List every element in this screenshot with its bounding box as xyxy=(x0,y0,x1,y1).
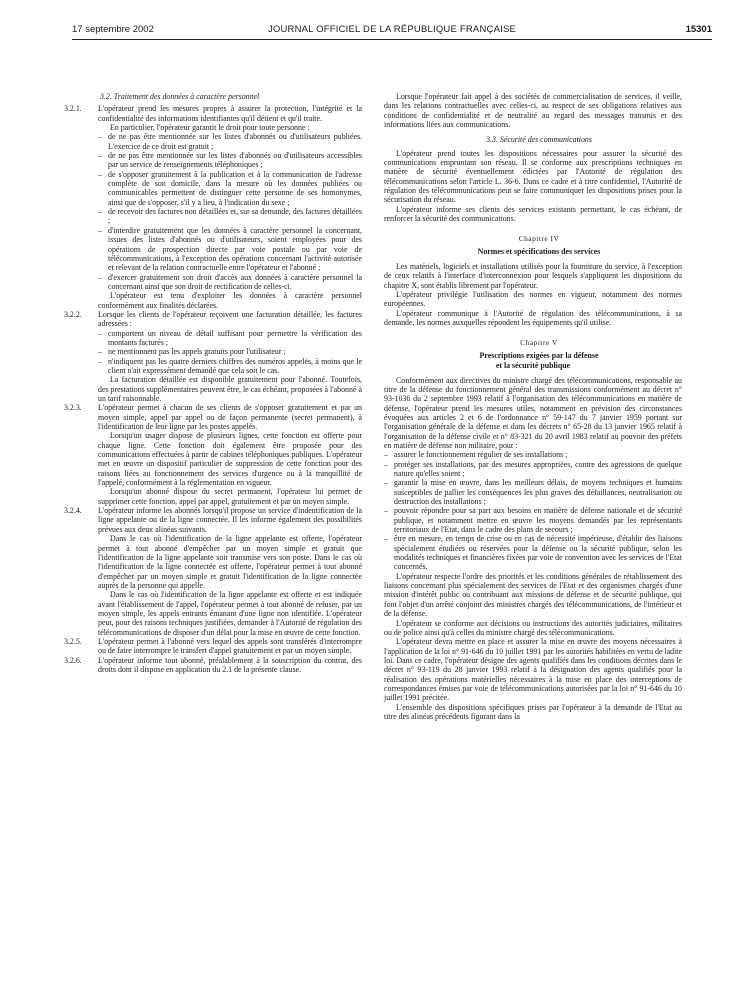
clause-number: 3.2.6. xyxy=(64,655,82,665)
paragraph: L'opérateur devra mettre en place et assurer la mise en œuvre des moyens nécessaires à l'application de la loi n° 91-646 du 10 juillet 1991 par les autorités habilitées en vertu de ladite loi. Dans ce cadre, l'opérateur désigne des agents qualifiés dans les conditions décrites dans le décret n° 93-119 du 28 janvier 1993 relatif à la désignation des agents qualifiés pour la réalisation des opérations matérielles nécessaires à la mise en place des interceptions de correspondances émises par voie de télécommunications autorisées par la loi n° 91-646 du 10 juillet 1991 précitée. xyxy=(384,637,682,703)
list-item: – d'interdire gratuitement que les données à caractère personnel la concernant, issues des listes d'abonnés ou d'utilisateurs, soient employées pour des opérations de prospection directe par voie postale ou par voie de télécommunications, à l'exception des opérations concernant l'activité autorisée et relevant de la relation contractuelle entre l'opérateur et l'abonné ; xyxy=(98,226,362,273)
defense-list xyxy=(384,450,682,571)
left-column xyxy=(64,92,362,674)
clause-3-2-3 xyxy=(64,403,362,431)
clause-3-2-1 xyxy=(64,104,362,123)
clause-3-2-5 xyxy=(64,637,362,656)
page-number: 15301 xyxy=(685,24,712,35)
rights-list xyxy=(98,132,362,291)
chapter-4-label: Chapitre IV xyxy=(518,234,560,244)
clause-3-2-4-body xyxy=(64,534,362,637)
paragraph: En particulier, l'opérateur garantit le droit pour toute personne : xyxy=(110,123,310,133)
paragraph: L'opérateur informe ses clients des services existants permettant, le cas échéant, de renforcer la sécurité des communications. xyxy=(384,204,682,224)
paragraph: Lorsqu'un usager dispose de plusieurs lignes, cette fonction est offerte pour chaque ligne. Cette fonction doit également être proposée pour des communications effectuées à partir de cabines téléphoniques publiques. L'opérateur met en œuvre un dispositif particulier de suppression de cette fonction pour des raisons liées au fonctionnement des services d'urgence ou à la tranquillité de l'appelé, conformément à la réglementation en vigueur. xyxy=(98,431,362,488)
chapter-5-title-line-1: Prescriptions exigées par la défense xyxy=(479,350,599,360)
section-title-3-2: 3.2. Traitement des données à caractère personnel xyxy=(100,92,260,101)
paragraph: Conformément aux directives du ministre chargé des télécommunications, responsable au titre de la défense du fonctionnement général des transmissions conformément au décret n° 93-1036 du 2 septembre 1993 relatif à l'organisation des télécommunications en matière de défense, l'opérateur prend les mesures utiles, notamment en prévision des circonstances évoquées aux articles 2 et 6 de l'ordonnance n° 59-147 du 7 janvier 1959 portant sur l'organisation générale de la défense et dans les décrets n° 65-28 du 13 janvier 1965 relatif à l'organisation de la défense civile et n° 83-321 du 20 avril 1983 relatif au pouvoir des préfets en matière de défense non militaire, pour : xyxy=(384,375,682,450)
list-item: – comportent un niveau de détail suffisant pour permettre la vérification des montants facturés ; xyxy=(98,329,362,348)
list-item: – de ne pas être mentionnée sur les listes d'abonnés ou d'utilisateurs publiées. L'exercice de ce droit est gratuit ; xyxy=(98,132,362,151)
paragraph: L'opérateur prend toutes les dispositions nécessaires pour assurer la sécurité des communications empruntant son réseau. Il se conforme aux prescriptions techniques en matière de sécurité éventuellement édictées par l'Autorité de régulation des télécommunications selon l'article L. 36-6. Dans ce cadre et à titre confidentiel, l'Autorité de régulation des télécommunications peut se faire communiquer les dispositions prises pour la sécurisation du réseau. xyxy=(384,148,682,205)
paragraph: Dans le cas où l'identification de la ligne appelante est offerte, l'opérateur permet à tout abonné d'empêcher par un moyen simple et gratuit que l'identification de la ligne appelante soit transmise vers son poste. Dans le cas où l'identification de la ligne connectée est offerte, l'opérateur permet à tout abonné d'empêcher par un moyen simple et gratuit l'identification de la ligne connectée auprès de la personne qui appelle. xyxy=(98,534,362,590)
clause-text: L'opérateur prend les mesures propres à assurer la protection, l'intégrité et la confidentialité des informations identifiantes qu'il détient et qu'il traite. xyxy=(98,104,362,123)
clause-3-2-1-body xyxy=(64,123,362,310)
clause-number: 3.2.2. xyxy=(64,309,82,319)
chapter-5-title xyxy=(384,351,682,371)
clause-number: 3.2.3. xyxy=(64,403,82,413)
paragraph: Les matériels, logiciels et installations utilisés pour la fourniture du service, à l'exception de ceux relatifs à l'interface d'interconnexion pour lesquels s'appliquent les dispositions du chapitre X, sont établis librement par l'opérateur. xyxy=(384,261,682,290)
journal-title: JOURNAL OFFICIEL DE LA RÉPUBLIQUE FRANÇAISE xyxy=(267,24,517,35)
page-header xyxy=(72,22,712,38)
clause-text: L'opérateur permet à chacun de ses clients de s'opposer gratuitement et par un moyen simple, appel par appel ou de façon permanente (secret permanent), à l'identification de leur ligne par les postes appelés. xyxy=(98,403,362,432)
clause-text: L'opérateur informe les abonnés lorsqu'il propose un service d'indentification de la ligne appelante ou de la ligne connectée. Il les informe également des possibilités prévues aux deux alinéas suivants. xyxy=(98,506,362,534)
chapter-4-title: Normes et spécifications des services xyxy=(477,246,601,256)
list-item: – ne mentionnent pas les appels gratuits pour l'utilisateur ; xyxy=(98,347,362,356)
clause-text: Lorsque les clients de l'opérateur reçoivent une facturation détaillée, les factures adressées : xyxy=(98,309,362,329)
header-rule xyxy=(72,39,712,40)
invoice-list xyxy=(98,329,362,376)
paragraph: L'opérateur privilégie l'utilisation des normes en vigueur, notamment des normes européennes. xyxy=(384,289,682,309)
list-item: – garantir la mise en œuvre, dans les meilleurs délais, de moyens techniques et humains susceptibles de pallier les conséquences les plus graves des défaillances, neutralisation ou destruction des installations ; xyxy=(384,478,682,506)
paragraph: L'opérateur se conforme aux décisions ou instructions des autorités judiciaires, militaires ou de police ainsi qu'à celles du ministre chargé des télécommunications. xyxy=(384,618,682,637)
list-item: – de ne pas être mentionnée sur les listes d'abonnés ou d'utilisateurs accessibles par un service de renseignements téléphoniques ; xyxy=(98,151,362,170)
paragraph: L'opérateur est tenu d'exploiter les données à caractère personnel conformément aux finalités déclarées. xyxy=(98,291,362,310)
clause-3-2-6 xyxy=(64,656,362,675)
list-item: – protéger ses installations, par des mesures appropriées, contre des agressions de quelque nature qu'elles soient ; xyxy=(384,460,682,479)
list-item: – n'indiquent pas les quatre derniers chiffres des numéros appelés, à moins que le client n'ait expressément demandé que cela soit le cas. xyxy=(98,357,362,376)
paragraph: L'opérateur communique à l'Autorité de régulation des télécommunications, à sa demande, les normes auxquelles répondent les équipements qu'il utilise. xyxy=(384,308,682,327)
paragraph: Lorsqu'un abonné dispose du secret permanent, l'opérateur lui permet de supprimer cette fonction, appel par appel, gratuitement et par un moyen simple. xyxy=(98,487,362,506)
paragraph: La facturation détaillée est disponible gratuitement pour l'abonné. Toutefois, des prestations supplémentaires peuvent être, le cas échéant, proposées à l'abonné à un tarif raisonnable. xyxy=(98,375,362,403)
list-item: – d'exercer gratuitement son droit d'accès aux données à caractère personnel la concernant ainsi que son droit de rectification de celles-ci. xyxy=(98,273,362,292)
clause-3-2-3-body xyxy=(64,431,362,506)
clause-text: L'opérateur permet à l'abonné vers lequel des appels sont transférés d'interrompre ou de faire interrompre le transfert d'appel gratuitement et par un moyen simple. xyxy=(98,636,362,656)
clause-3-2-4 xyxy=(64,506,362,534)
chapter-5-label: Chapitre V xyxy=(520,338,558,348)
list-item: – de s'opposer gratuitement à la publication et à la communication de l'adresse complète de son domicile, dans la mesure où les données publiées ou communicables permettent de distinguer cette personne de ses homonymes, ainsi que de s'opposer, s'il y a lieu, à l'indication du sexe ; xyxy=(98,170,362,207)
paragraph: L'opérateur respecte l'ordre des priorités et les conditions générales de rétablissement des liaisons concernant plus spécialement des services de l'Etat et des organismes chargés d'une mission d'intérêt public ou contribuant aux missions de défense et de sécurité publique, qui font l'objet d'un arrêté conjoint des ministres chargés des télécommunications, de l'intérieur et de la défense. xyxy=(384,571,682,619)
list-item: – pouvoir répondre pour sa part aux besoins en matière de défense nationale et de sécurité publique, et notamment mettre en œuvre les moyens demandés par les représentants territoriaux de l'Etat, dans le cadre des plans de secours ; xyxy=(384,506,682,534)
clause-number: 3.2.5. xyxy=(64,636,82,646)
right-column xyxy=(384,92,682,721)
chapter-5-title-line-2: et la sécurité publique xyxy=(495,360,571,370)
issue-date: 17 septembre 2002 xyxy=(72,24,154,35)
list-item: – de recevoir des factures non détaillées et, sur sa demande, des factures détaillées ; xyxy=(98,207,362,226)
list-item: – être en mesure, en temps de crise ou en cas de nécessité impérieuse, d'établir des liaisons spécialement étudiées ou réservées pour la défense ou la sécurité publique, selon les modalités techniques et financières fixées par voie de convention avec les services de l'Etat concernés. xyxy=(384,534,682,571)
list-item: – assurer le fonctionnement régulier de ses installations ; xyxy=(384,450,682,459)
section-title-3-3: 3.3. Sécurité des communications xyxy=(486,135,592,145)
clause-text: L'opérateur informe tout abonné, préalablement à la souscription du contrat, des droits dont il dispose en application du 2.1 de la présente clause. xyxy=(98,655,362,674)
paragraph: Dans le cas où l'identification de la ligne appelante est offerte et est indiquée avant l'établissement de l'appel, l'opérateur permet à tout abonné de refuser, par un moyen simple, les appels entrants émanant d'une ligne non identifiée. L'opérateur peut, pour des raisons techniques justifiées, demander à l'Autorité de régulation des télécommunications de disposer d'un délai pour la mise en œuvre de cette fonction. xyxy=(98,590,362,637)
paragraph: L'ensemble des dispositions spécifiques prises par l'opérateur à la demande de l'Etat au titre des alinéas précédents figurant dans la xyxy=(384,702,682,721)
clause-number: 3.2.1. xyxy=(64,104,82,114)
clause-number: 3.2.4. xyxy=(64,506,82,516)
clause-3-2-2-body xyxy=(64,329,362,404)
clause-3-2-2 xyxy=(64,310,362,329)
paragraph: Lorsque l'opérateur fait appel à des sociétés de commercialisation de services, il veille, dans les relations contractuelles avec celles-ci, au respect de ses obligations relatives aux conditions de confidentialité et de neutralité au regard des messages transmis et des informations liées aux communications. xyxy=(384,92,682,130)
